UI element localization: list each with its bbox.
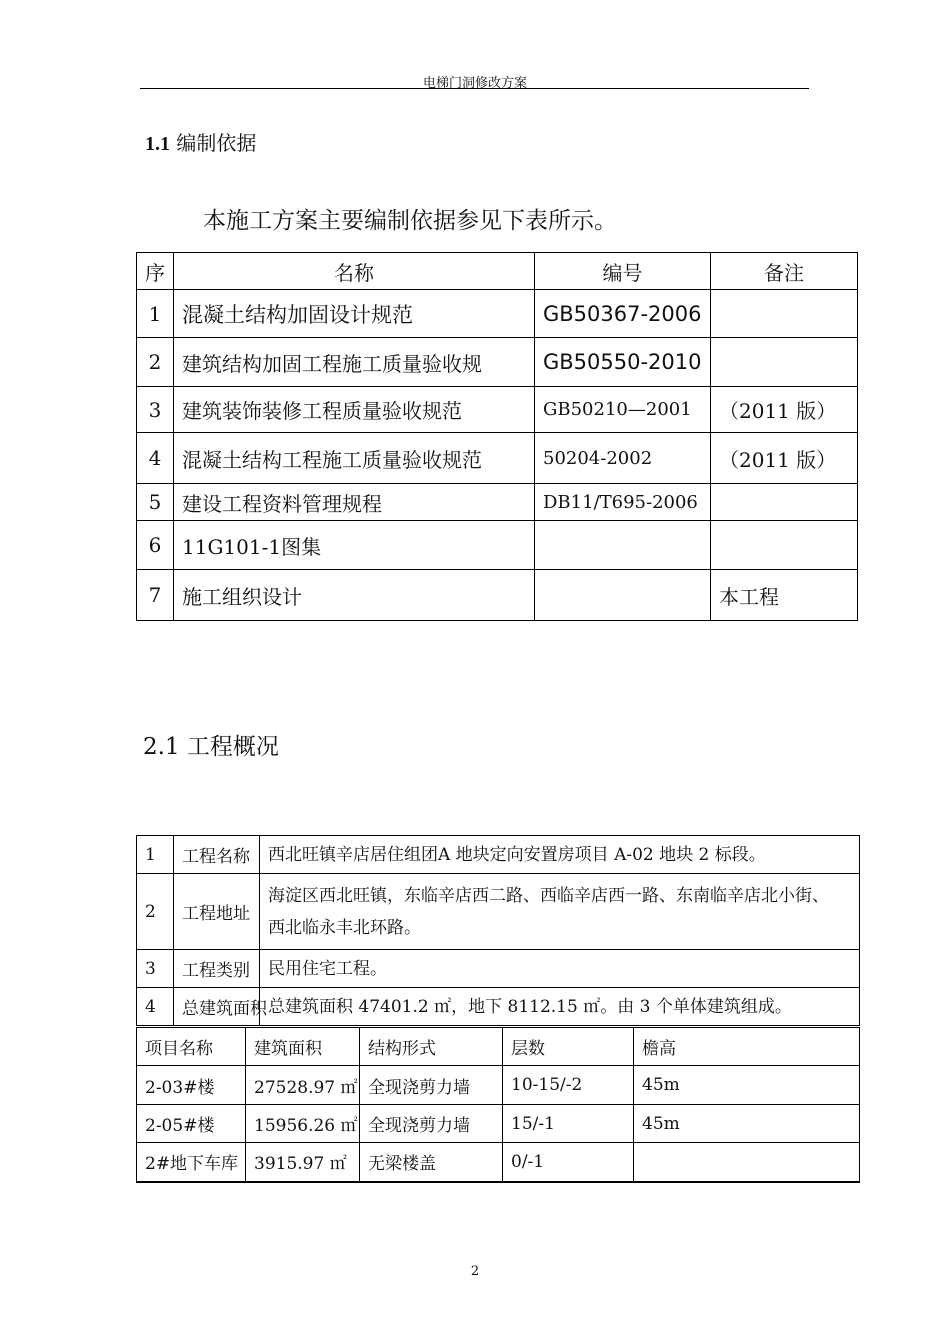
cell-height: 45m xyxy=(634,1105,860,1143)
header-cell-name: 名称 xyxy=(174,253,535,290)
building-table xyxy=(136,1027,860,1183)
row-remark: （2011 版） xyxy=(711,433,858,484)
table-row xyxy=(137,1066,860,1105)
row-remark xyxy=(711,521,858,570)
row-label: 工程名称 xyxy=(174,836,260,874)
row-code: DB11/T695-2006 xyxy=(535,484,711,521)
row-value: 民用住宅工程。 xyxy=(260,950,860,988)
row-label: 总建筑面积 xyxy=(174,988,260,1026)
header-cell-code: 编号 xyxy=(535,253,711,290)
row-name: 建设工程资料管理规程 xyxy=(174,484,535,521)
row-code: GB50367-2006 xyxy=(535,290,711,338)
table-row xyxy=(137,950,860,988)
table-row xyxy=(137,1143,860,1182)
building-table-header xyxy=(137,1028,860,1066)
header-cell-no: 序 xyxy=(137,253,174,290)
row-no: 5 xyxy=(137,484,174,521)
header-cell-structure: 结构形式 xyxy=(360,1028,503,1066)
cell-height: 45m xyxy=(634,1066,860,1105)
page-header-title: 电梯门洞修改方案 xyxy=(422,76,527,91)
row-remark xyxy=(711,338,858,387)
header-cell-floors: 层数 xyxy=(503,1028,634,1066)
row-value xyxy=(260,874,860,950)
page-number: 2 xyxy=(470,1264,480,1279)
header-rule xyxy=(140,88,809,89)
row-name: 11G101-1图集 xyxy=(174,521,535,570)
row-code: GB50550-2010 xyxy=(535,338,711,387)
row-code: 50204-2002 xyxy=(535,433,711,484)
cell-floors: 0/-1 xyxy=(503,1143,634,1182)
row-no: 3 xyxy=(137,387,174,433)
row-code xyxy=(535,521,711,570)
cell-area: 15956.26 ㎡ xyxy=(246,1105,360,1143)
row-remark xyxy=(711,290,858,338)
cell-project: 2-03#楼 xyxy=(137,1066,246,1105)
table-row xyxy=(137,1105,860,1143)
cell-area: 27528.97 ㎡ xyxy=(246,1066,360,1105)
cell-floors: 10-15/-2 xyxy=(503,1066,634,1105)
table-row xyxy=(137,338,858,387)
table-row xyxy=(137,570,858,621)
header-cell-project: 项目名称 xyxy=(137,1028,246,1066)
table-row xyxy=(137,290,858,338)
header-cell-height: 檐高 xyxy=(634,1028,860,1066)
row-no: 6 xyxy=(137,521,174,570)
header-cell-remark: 备注 xyxy=(711,253,858,290)
table-row xyxy=(137,874,860,950)
table-row xyxy=(137,521,858,570)
cell-project: 2-05#楼 xyxy=(137,1105,246,1143)
row-no: 3 xyxy=(137,950,174,988)
cell-area: 3915.97 ㎡ xyxy=(246,1143,360,1182)
row-value-line: 西北临永丰北环路。 xyxy=(268,917,421,938)
row-no: 1 xyxy=(137,290,174,338)
row-name: 建筑装饰装修工程质量验收规范 xyxy=(174,387,535,433)
row-code xyxy=(535,570,711,621)
row-remark: 本工程 xyxy=(711,570,858,621)
table-row xyxy=(137,387,858,433)
row-value: 西北旺镇辛店居住组团A 地块定向安置房项目 A-02 地块 2 标段。 xyxy=(260,836,860,874)
cell-structure: 无梁楼盖 xyxy=(360,1143,503,1182)
table-row xyxy=(137,484,858,521)
overview-table xyxy=(136,835,860,1026)
row-no: 7 xyxy=(137,570,174,621)
row-label: 工程地址 xyxy=(174,874,260,950)
row-value: 总建筑面积 47401.2 ㎡，地下 8112.15 ㎡。由 3 个单体建筑组成。 xyxy=(260,988,860,1026)
table-row xyxy=(137,433,858,484)
table-row xyxy=(137,836,860,874)
row-no: 2 xyxy=(137,338,174,387)
row-no: 4 xyxy=(137,433,174,484)
row-code: GB50210—2001 xyxy=(535,387,711,433)
section-1-title: 编制依据 xyxy=(176,131,257,155)
row-no: 4 xyxy=(137,988,174,1026)
cell-height xyxy=(634,1143,860,1182)
row-name: 建筑结构加固工程施工质量验收规 xyxy=(174,338,535,387)
table-row xyxy=(137,988,860,1026)
basis-table xyxy=(136,252,858,621)
row-name: 混凝土结构工程施工质量验收规范 xyxy=(174,433,535,484)
row-value-line: 海淀区西北旺镇，东临辛店西二路、西临辛店西一路、东南临辛店北小街、 xyxy=(268,885,829,906)
cell-project: 2#地下车库 xyxy=(137,1143,246,1182)
cell-floors: 15/-1 xyxy=(503,1105,634,1143)
row-remark xyxy=(711,484,858,521)
cell-structure: 全现浇剪力墙 xyxy=(360,1105,503,1143)
basis-table-header xyxy=(137,253,858,290)
row-name: 施工组织设计 xyxy=(174,570,535,621)
cell-structure: 全现浇剪力墙 xyxy=(360,1066,503,1105)
row-no: 1 xyxy=(137,836,174,874)
header-cell-area: 建筑面积 xyxy=(246,1028,360,1066)
intro-paragraph: 本施工方案主要编制依据参见下表所示。 xyxy=(203,208,617,234)
row-label: 工程类别 xyxy=(174,950,260,988)
section-1-number: 1.1 xyxy=(145,133,170,155)
row-name: 混凝土结构加固设计规范 xyxy=(174,290,535,338)
row-remark: （2011 版） xyxy=(711,387,858,433)
section-2-heading: 2.1 工程概况 xyxy=(143,734,279,760)
section-1-heading xyxy=(145,127,256,156)
row-no: 2 xyxy=(137,874,174,950)
